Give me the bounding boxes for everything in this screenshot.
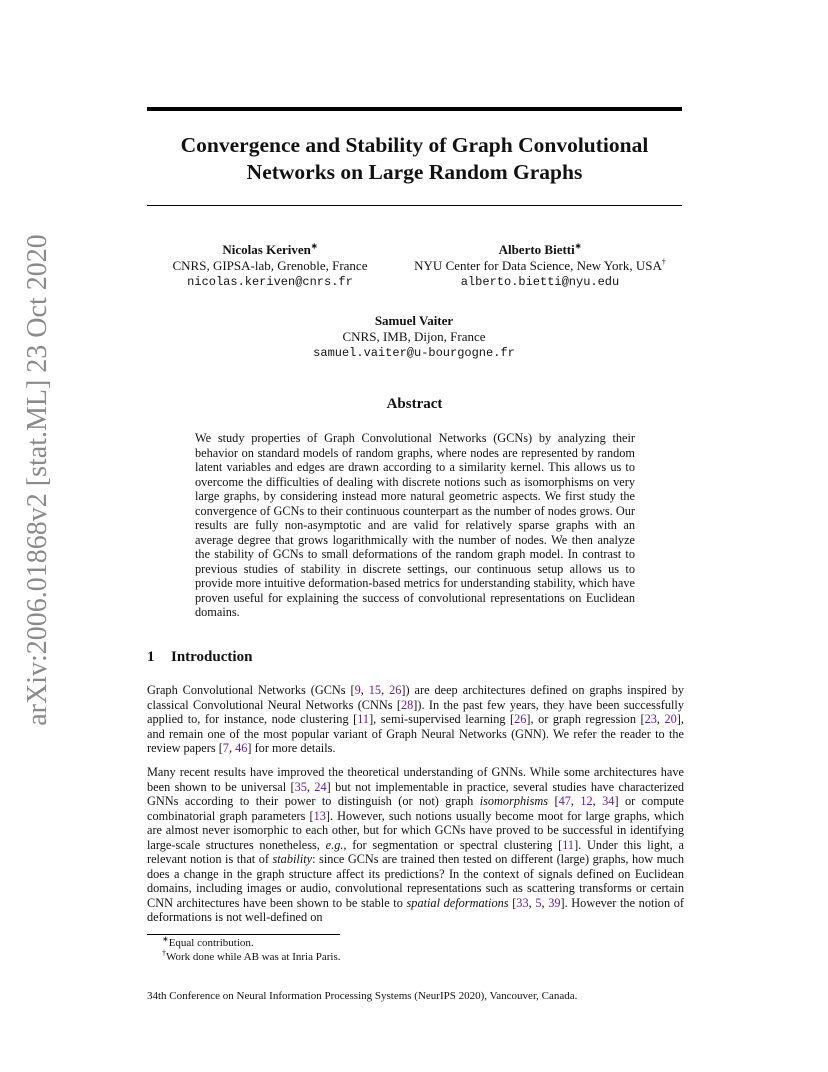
author-affiliation: CNRS, IMB, Dijon, France [342, 329, 486, 344]
citation-link[interactable]: 11 [357, 712, 370, 726]
citation-link[interactable]: 35 [294, 779, 307, 794]
citation-link[interactable]: 11 [562, 837, 575, 852]
intro-paragraph-2: Many recent results have improved the theoretical understanding of GNNs. While some architectures have been shown to be universal [35, 24] but not implementable in practice, several studies have characterized GNNs according to their power to distinguish (or not) graph isomorphisms [47, 12, 34] or compute combinatorial graph parameters [13]. However, such notions usually become moot for large graphs, which are almost never isomorphic to each other, but for which GCNs have proved to be successful in identifying large-scale structures nonetheless, e.g., for segmentation or spectral clustering [11]. Under this light, a relevant notion is that of stability: since GCNs are trained then tested on different (large) graphs, how much does a change in the graph structure affect its predictions? In the context of signals defined on Euclidean domains, including images or audio, convolutional representations such as scattering transforms or certain CNN architectures have been shown to be stable to spatial deformations [33, 5, 39]. However the notion of deformations is not well-defined on [147, 765, 685, 924]
citation-link[interactable]: 24 [314, 779, 327, 794]
citation-link[interactable]: 12 [580, 794, 593, 808]
author-email: nicolas.keriven@cnrs.fr [187, 275, 353, 289]
author-block-2 [390, 242, 690, 290]
citation-link[interactable]: 47 [558, 794, 571, 808]
abstract-heading: Abstract [386, 396, 443, 412]
title-top-rule [147, 107, 682, 111]
conference-note: 34th Conference on Neural Information Processing Systems (NeurIPS 2020), Vancouver, Canada. [147, 990, 578, 1002]
author-affiliation: CNRS, GIPSA-lab, Grenoble, France [172, 258, 368, 273]
citation-link[interactable]: 46 [235, 741, 248, 755]
title-line-1: Convergence and Stability of Graph Convolutional [180, 133, 649, 157]
author-affiliation: NYU Center for Data Science, New York, USA† [414, 257, 666, 273]
citation-link[interactable]: 26 [389, 683, 402, 697]
citation-link[interactable]: 15 [368, 683, 382, 697]
author-block-1 [140, 242, 400, 290]
section-title: Introduction [171, 649, 253, 665]
footnote-1: ∗Equal contribution. [162, 934, 254, 949]
author-email: samuel.vaiter@u-bourgogne.fr [313, 346, 515, 360]
author-name: Samuel Vaiter [374, 313, 454, 328]
citation-link[interactable]: 26 [514, 712, 527, 726]
citation-link[interactable]: 5 [535, 895, 542, 910]
citation-link[interactable]: 9 [354, 683, 361, 697]
arxiv-side-stamp [22, 234, 53, 726]
section-heading [147, 649, 252, 666]
author-name: Nicolas Keriven∗ [222, 241, 318, 257]
citation-link[interactable]: 7 [222, 741, 229, 755]
abstract-text: We study properties of Graph Convolutional Networks (GCNs) by analyzing their behavior on standard models of random graphs, where nodes are represented by random latent variables and edges are drawn according to a similarity kernel. This allows us to overcome the difficulties of dealing with discrete notions such as isomorphisms on very large graphs, by considering instead more natural geometric aspects. We first study the convergence of GCNs to their continuous counterpart as the number of nodes grows. Our results are fully non-asymptotic and are valid for relatively sparse graphs with an average degree that grows logarithmically with the number of nodes. We then analyze the stability of GCNs to small deformations of the random graph model. In contrast to previous studies of stability in discrete settings, our continuous setup allows us to provide more intuitive deformation-based metrics for understanding stability, which have proven useful for explaining the success of convolutional representations on Euclidean domains. [195, 431, 635, 619]
section-number: 1 [147, 649, 155, 665]
citation-link[interactable]: 39 [548, 895, 561, 910]
title-line-2: Networks on Large Random Graphs [246, 160, 583, 184]
intro-paragraph-1: Graph Convolutional Networks (GCNs [9, 15, 26]) are deep architectures defined on graphs inspired by classical Convolutional Neural Networks (CNNs [28]). In the past few years, they have been successfully applied to, for instance, node clustering [11], semi-supervised learning [26], or graph regression [23, 20], and remain one of the most popular variant of Graph Neural Networks (GNN). We refer the reader to the review papers [7, 46] for more details. [147, 683, 684, 755]
author-email: alberto.bietti@nyu.edu [460, 275, 620, 289]
citation-link[interactable]: 33 [516, 895, 529, 910]
citation-link[interactable]: 23 [644, 712, 657, 726]
citation-link[interactable]: 28 [401, 697, 414, 712]
citation-link[interactable]: 13 [313, 808, 326, 823]
arxiv-stamp-text: arXiv:2006.01868v2 [stat.ML] 23 Oct 2020 [22, 234, 53, 726]
citation-link[interactable]: 34 [602, 794, 615, 808]
footnote-2: †Work done while AB was at Inria Paris. [162, 948, 341, 963]
author-block-3 [280, 313, 548, 361]
citation-link[interactable]: 20 [664, 712, 677, 726]
author-name: Alberto Bietti∗ [498, 241, 582, 257]
paper-title [147, 132, 682, 186]
title-bottom-rule [147, 205, 682, 206]
footnote-rule [147, 934, 340, 935]
